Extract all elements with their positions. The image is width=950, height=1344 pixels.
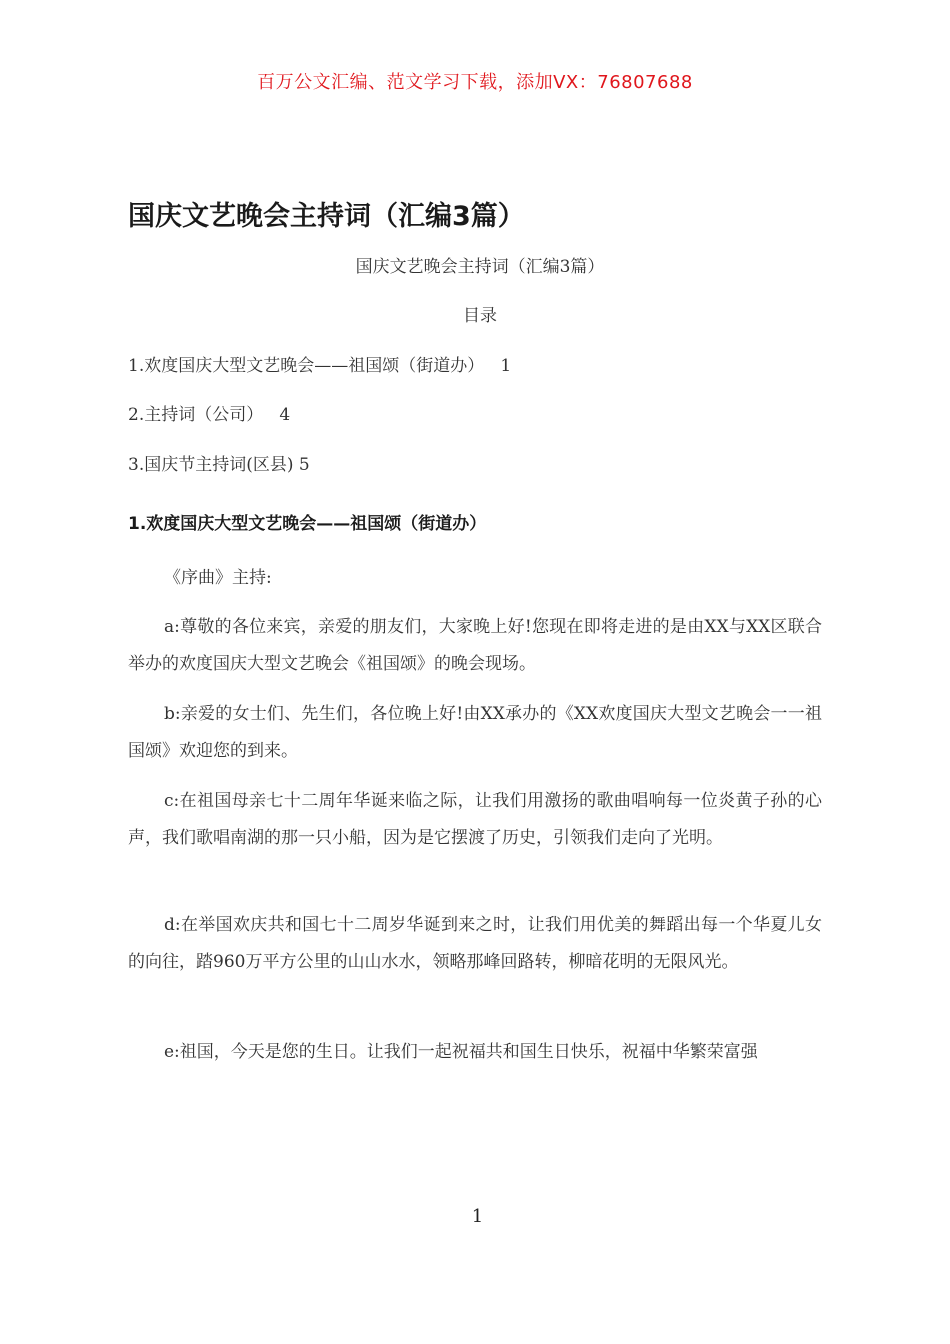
paragraph: e:祖国，今天是您的生日。让我们一起祝福共和国生日快乐，祝福中华繁荣富强	[164, 1042, 758, 1062]
page-number: 1	[471, 1206, 484, 1227]
toc-title: 目录	[463, 306, 497, 326]
section-heading: 1.欢度国庆大型文艺晚会——祖国颂（街道办）	[128, 514, 487, 534]
paragraph: c:在祖国母亲七十二周年华诞来临之际，让我们用激扬的歌曲唱响每一位炎黄子孙的心声，我们歌唱南湖的那一只小船，因为是它摆渡了历史，引领我们走向了光明。	[128, 791, 822, 848]
toc-item: 2.主持词（公司） 4	[128, 405, 291, 425]
paragraph: 《序曲》主持:	[164, 568, 272, 588]
paragraph: d:在举国欢庆共和国七十二周岁华诞到来之时，让我们用优美的舞蹈出每一个华夏儿女的向往，踏960万平方公里的山山水水，领略那峰回路转，柳暗花明的无限风光。	[128, 915, 822, 972]
document-subtitle: 国庆文艺晚会主持词（汇编3篇）	[355, 257, 605, 277]
paragraph: a:尊敬的各位来宾，亲爱的朋友们，大家晚上好!您现在即将走进的是由XX与XX区联合举办的欢度国庆大型文艺晚会《祖国颂》的晚会现场。	[128, 617, 822, 674]
document-title: 国庆文艺晚会主持词（汇编3篇）	[128, 201, 525, 232]
toc-item: 3.国庆节主持词(区县) 5	[128, 455, 310, 475]
paragraph: b:亲爱的女士们、先生们，各位晚上好!由XX承办的《XX欢度国庆大型文艺晚会一一祖国颂》欢迎您的到来。	[128, 704, 822, 761]
promo-banner: 百万公文汇编、范文学习下载，添加VX：76807688	[257, 72, 693, 93]
toc-item: 1.欢度国庆大型文艺晚会——祖国颂（街道办） 1	[128, 356, 512, 376]
